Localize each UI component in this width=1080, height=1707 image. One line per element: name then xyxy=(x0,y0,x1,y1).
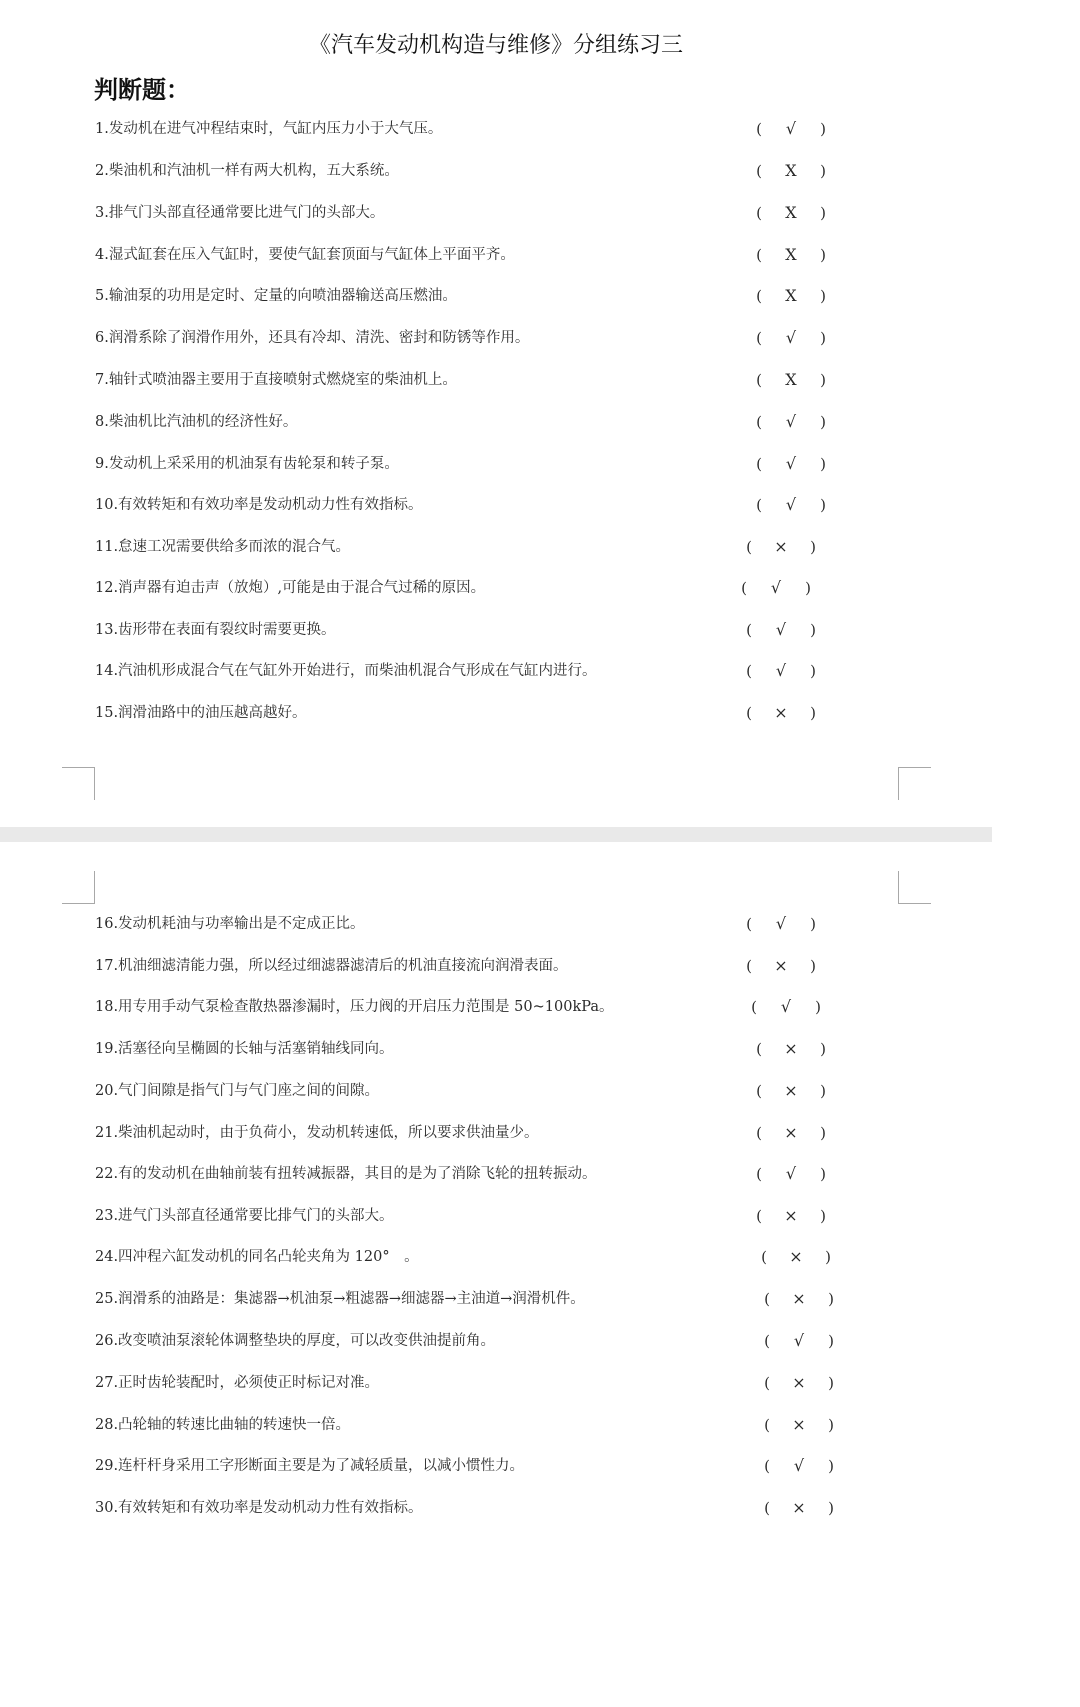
paren-open: ( xyxy=(746,915,752,933)
answer-mark: √ xyxy=(775,620,787,639)
answer-box xyxy=(760,1287,838,1311)
question-text: 28.凸轮轴的转速比曲轴的转速快一倍。 xyxy=(95,1417,351,1433)
answer-mark: × xyxy=(784,1123,798,1142)
question-text: 1.发动机在进气冲程结束时，气缸内压力小于大气压。 xyxy=(95,121,443,137)
answer-mark: √ xyxy=(780,997,792,1016)
question-text: 25.润滑系的油路是：集滤器→机油泵→粗滤器→细滤器→主油道→润滑机件。 xyxy=(95,1291,585,1307)
answer-mark: × xyxy=(774,703,788,722)
answer-box xyxy=(752,410,830,434)
question-text: 21.柴油机起动时，由于负荷小，发动机转速低，所以要求供油量少。 xyxy=(95,1125,539,1141)
paren-open: ( xyxy=(756,329,762,347)
answer-box xyxy=(760,1496,838,1520)
answer-box xyxy=(742,659,820,683)
answer-mark: √ xyxy=(785,454,797,473)
answer-box xyxy=(760,1329,838,1353)
page-margin-corner-bottom-left xyxy=(62,767,95,800)
answer-mark: √ xyxy=(785,328,797,347)
paren-open: ( xyxy=(756,1082,762,1100)
paren-close: ) xyxy=(815,998,821,1016)
answer-box xyxy=(742,912,820,936)
paren-close: ) xyxy=(810,662,816,680)
paren-close: ) xyxy=(810,538,816,556)
paren-open: ( xyxy=(761,1248,767,1266)
question-text: 22.有的发动机在曲轴前装有扭转减振器，其目的是为了消除飞轮的扭转振动。 xyxy=(95,1166,597,1182)
answer-mark: × xyxy=(792,1289,806,1308)
answer-box xyxy=(747,995,825,1019)
answer-mark: √ xyxy=(785,495,797,514)
paren-close: ) xyxy=(810,915,816,933)
paren-close: ) xyxy=(820,287,826,305)
paren-open: ( xyxy=(746,957,752,975)
paren-open: ( xyxy=(756,1207,762,1225)
answer-box xyxy=(757,1245,835,1269)
question-text: 2.柴油机和汽油机一样有两大机构，五大系统。 xyxy=(95,163,399,179)
answer-box xyxy=(752,284,830,308)
question-text: 11.怠速工况需要供给多而浓的混合气。 xyxy=(95,539,351,555)
document-title: 《汽车发动机构造与维修》分组练习三 xyxy=(308,33,683,58)
answer-box xyxy=(752,1162,830,1186)
paren-close: ) xyxy=(828,1499,834,1517)
page-margin-corner-bottom-right xyxy=(898,767,931,800)
question-text: 19.活塞径向呈椭圆的长轴与活塞销轴线同向。 xyxy=(95,1041,394,1057)
answer-mark: X xyxy=(785,370,797,389)
paren-open: ( xyxy=(764,1416,770,1434)
section-heading: 判断题： xyxy=(94,76,190,104)
answer-box xyxy=(742,954,820,978)
paren-close: ) xyxy=(825,1248,831,1266)
answer-box xyxy=(752,1037,830,1061)
answer-mark: √ xyxy=(793,1456,805,1475)
question-text: 23.进气门头部直径通常要比排气门的头部大。 xyxy=(95,1208,394,1224)
paren-open: ( xyxy=(751,998,757,1016)
answer-box xyxy=(737,576,815,600)
answer-mark: × xyxy=(774,537,788,556)
page-separator xyxy=(0,827,992,842)
paren-close: ) xyxy=(820,1207,826,1225)
question-text: 12.消声器有迫击声（放炮）,可能是由于混合气过稀的原因。 xyxy=(95,580,486,596)
answer-box xyxy=(742,535,820,559)
answer-mark: × xyxy=(789,1247,803,1266)
answer-box xyxy=(752,243,830,267)
paren-open: ( xyxy=(746,538,752,556)
paren-open: ( xyxy=(756,1040,762,1058)
paren-close: ) xyxy=(820,162,826,180)
paren-open: ( xyxy=(756,204,762,222)
paren-close: ) xyxy=(820,1082,826,1100)
paren-close: ) xyxy=(828,1416,834,1434)
question-text: 29.连杆杆身采用工字形断面主要是为了减轻质量，以减小惯性力。 xyxy=(95,1458,525,1474)
paren-open: ( xyxy=(756,496,762,514)
paren-open: ( xyxy=(756,1165,762,1183)
paren-open: ( xyxy=(756,287,762,305)
answer-box xyxy=(742,618,820,642)
paren-open: ( xyxy=(756,162,762,180)
paren-open: ( xyxy=(764,1374,770,1392)
paren-close: ) xyxy=(820,1040,826,1058)
answer-box xyxy=(752,493,830,517)
paren-close: ) xyxy=(820,120,826,138)
question-text: 7.轴针式喷油器主要用于直接喷射式燃烧室的柴油机上。 xyxy=(95,372,457,388)
paren-open: ( xyxy=(756,120,762,138)
answer-box xyxy=(752,368,830,392)
question-text: 16.发动机耗油与功率输出是不定成正比。 xyxy=(95,916,365,932)
answer-mark: √ xyxy=(770,578,782,597)
paren-open: ( xyxy=(746,662,752,680)
question-text: 27.正时齿轮装配时，必须使正时标记对准。 xyxy=(95,1375,380,1391)
paren-open: ( xyxy=(764,1457,770,1475)
question-text: 18.用专用手动气泵检查散热器渗漏时，压力阀的开启压力范围是 50~100kPa。 xyxy=(95,999,614,1015)
answer-mark: X xyxy=(785,245,797,264)
paren-close: ) xyxy=(810,704,816,722)
question-text: 4.湿式缸套在压入气缸时，要使气缸套顶面与气缸体上平面平齐。 xyxy=(95,247,515,263)
question-text: 14.汽油机形成混合气在气缸外开始进行，而柴油机混合气形成在气缸内进行。 xyxy=(95,663,597,679)
answer-mark: √ xyxy=(775,914,787,933)
answer-box xyxy=(760,1454,838,1478)
page-margin-corner-top-left xyxy=(62,871,95,904)
paren-close: ) xyxy=(820,455,826,473)
question-text: 15.润滑油路中的油压越高越好。 xyxy=(95,705,307,721)
question-text: 6.润滑系除了润滑作用外，还具有冷却、清洗、密封和防锈等作用。 xyxy=(95,330,530,346)
paren-close: ) xyxy=(820,204,826,222)
answer-mark: X xyxy=(785,203,797,222)
paren-close: ) xyxy=(820,329,826,347)
answer-box xyxy=(760,1413,838,1437)
document-page-2 xyxy=(0,842,992,1551)
answer-mark: × xyxy=(792,1373,806,1392)
answer-box xyxy=(752,1204,830,1228)
paren-close: ) xyxy=(820,246,826,264)
document-page-1 xyxy=(0,0,992,827)
paren-open: ( xyxy=(756,413,762,431)
answer-mark: × xyxy=(792,1415,806,1434)
answer-box xyxy=(752,117,830,141)
paren-close: ) xyxy=(820,1165,826,1183)
answer-mark: × xyxy=(784,1206,798,1225)
answer-box xyxy=(752,452,830,476)
answer-mark: √ xyxy=(785,412,797,431)
paren-close: ) xyxy=(810,957,816,975)
question-text: 5.输油泵的功用是定时、定量的向喷油器输送高压燃油。 xyxy=(95,288,457,304)
answer-mark: √ xyxy=(793,1331,805,1350)
paren-close: ) xyxy=(820,371,826,389)
answer-mark: × xyxy=(774,956,788,975)
paren-open: ( xyxy=(756,371,762,389)
paren-close: ) xyxy=(805,579,811,597)
question-text: 9.发动机上采采用的机油泵有齿轮泵和转子泵。 xyxy=(95,456,399,472)
question-text: 10.有效转矩和有效功率是发动机动力性有效指标。 xyxy=(95,497,423,513)
answer-mark: √ xyxy=(775,661,787,680)
paren-close: ) xyxy=(820,413,826,431)
question-text: 13.齿形带在表面有裂纹时需要更换。 xyxy=(95,622,336,638)
answer-mark: √ xyxy=(785,119,797,138)
answer-box xyxy=(760,1371,838,1395)
answer-mark: X xyxy=(785,161,797,180)
answer-mark: √ xyxy=(785,1164,797,1183)
question-text: 20.气门间隙是指气门与气门座之间的间隙。 xyxy=(95,1083,380,1099)
paren-open: ( xyxy=(746,704,752,722)
paren-open: ( xyxy=(756,455,762,473)
answer-mark: × xyxy=(784,1081,798,1100)
question-text: 30.有效转矩和有效功率是发动机动力性有效指标。 xyxy=(95,1500,423,1516)
page-margin-corner-top-right xyxy=(898,871,931,904)
answer-box xyxy=(752,1079,830,1103)
paren-open: ( xyxy=(756,1124,762,1142)
paren-open: ( xyxy=(756,246,762,264)
answer-box xyxy=(752,201,830,225)
question-text: 8.柴油机比汽油机的经济性好。 xyxy=(95,414,298,430)
paren-close: ) xyxy=(828,1457,834,1475)
paren-close: ) xyxy=(828,1332,834,1350)
paren-open: ( xyxy=(764,1499,770,1517)
answer-box xyxy=(752,159,830,183)
paren-close: ) xyxy=(820,496,826,514)
question-text: 26.改变喷油泵滚轮体调整垫块的厚度，可以改变供油提前角。 xyxy=(95,1333,496,1349)
paren-open: ( xyxy=(764,1290,770,1308)
paren-open: ( xyxy=(764,1332,770,1350)
question-text: 3.排气门头部直径通常要比进气门的头部大。 xyxy=(95,205,385,221)
paren-close: ) xyxy=(820,1124,826,1142)
paren-close: ) xyxy=(828,1374,834,1392)
paren-close: ) xyxy=(810,621,816,639)
answer-mark: X xyxy=(785,286,797,305)
question-text: 24.四冲程六缸发动机的同名凸轮夹角为 120° 。 xyxy=(95,1249,419,1265)
answer-mark: × xyxy=(792,1498,806,1517)
paren-open: ( xyxy=(741,579,747,597)
paren-open: ( xyxy=(746,621,752,639)
question-text: 17.机油细滤清能力强，所以经过细滤器滤清后的机油直接流向润滑表面。 xyxy=(95,958,568,974)
answer-box xyxy=(752,326,830,350)
paren-close: ) xyxy=(828,1290,834,1308)
answer-box xyxy=(742,701,820,725)
answer-mark: × xyxy=(784,1039,798,1058)
answer-box xyxy=(752,1121,830,1145)
